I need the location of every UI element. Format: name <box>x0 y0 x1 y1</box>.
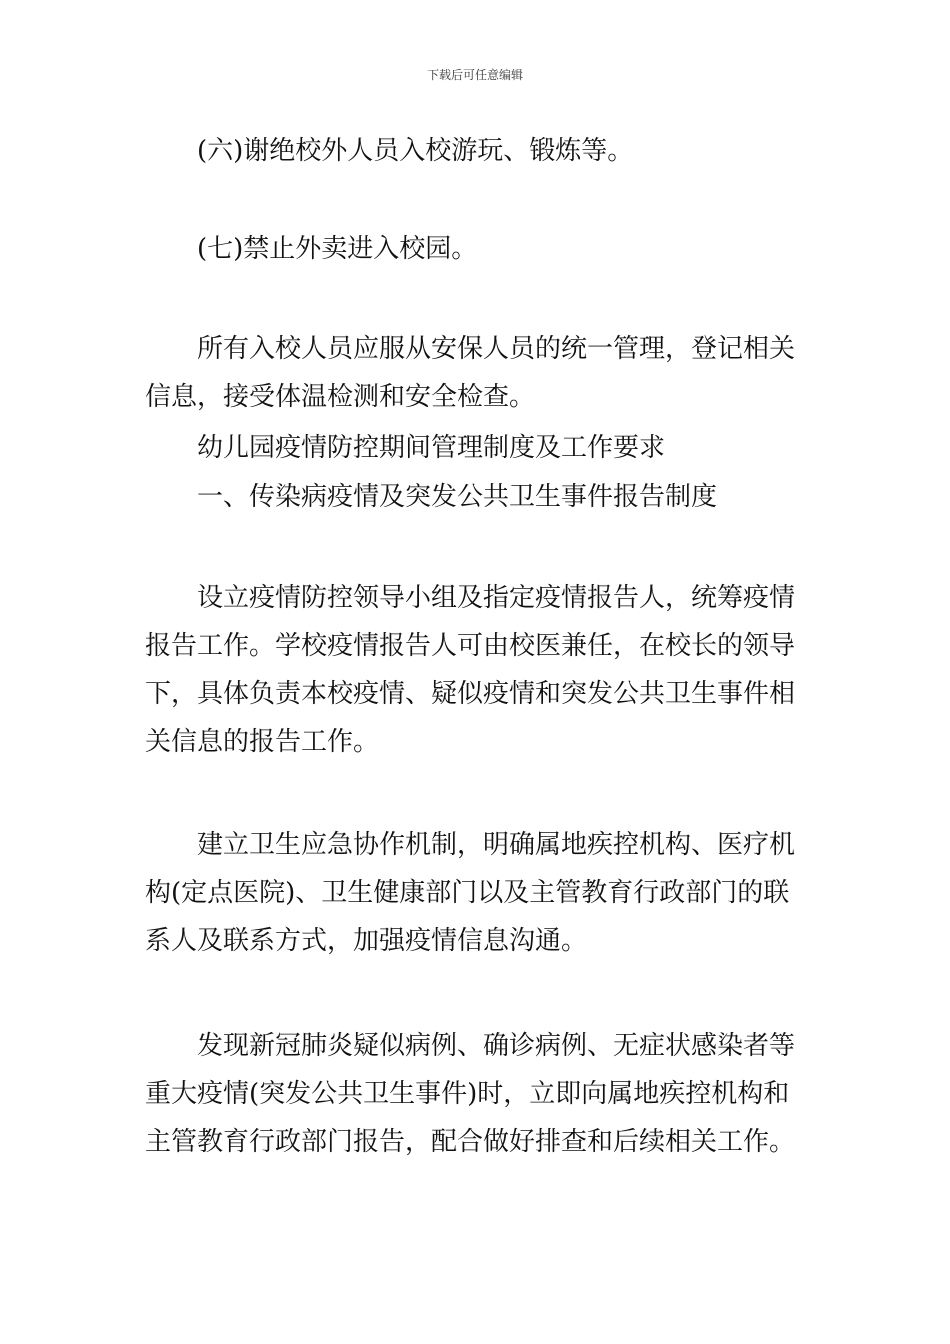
page-header-note: 下载后可任意编辑 <box>426 68 523 82</box>
section-heading-1 <box>145 473 810 521</box>
paragraph-item-6 <box>145 127 810 175</box>
paragraph-line: 构(定点医院)、卫生健康部门以及主管教育行政部门的联 <box>145 878 790 908</box>
paragraph-line: 所有入校人员应服从安保人员的统一管理，登记相关 <box>197 334 796 364</box>
paragraph-line: 发现新冠肺炎疑似病例、确诊病例、无症状感染者等 <box>197 1031 796 1061</box>
paragraph-line: 建立卫生应急协作机制，明确属地疾控机构、医疗机 <box>197 830 796 860</box>
paragraph-line: 报告工作。学校疫情报告人可由校医兼任，在校长的领导 <box>145 631 796 661</box>
paragraph-line: 系人及联系方式，加强疫情信息沟通。 <box>145 926 588 956</box>
paragraph-reporting-team <box>145 574 810 766</box>
paragraph-cooperation <box>145 821 810 965</box>
paragraph-line: (六)谢绝校外人员入校游玩、锻炼等。 <box>197 136 634 166</box>
section-title <box>145 424 810 472</box>
paragraph-line: 主管教育行政部门报告，配合做好排查和后续相关工作。 <box>145 1127 796 1157</box>
paragraph-line: 重大疫情(突发公共卫生事件)时，立即向属地疾控机构和 <box>145 1079 790 1109</box>
paragraph-case-reporting <box>145 1022 810 1166</box>
paragraph-line: 关信息的报告工作。 <box>145 727 380 757</box>
paragraph-line: 一、传染病疫情及突发公共卫生事件报告制度 <box>197 482 718 512</box>
paragraph-line: 设立疫情防控领导小组及指定疫情报告人，统筹疫情 <box>197 583 796 613</box>
paragraph-line: 信息，接受体温检测和安全检查。 <box>145 382 536 412</box>
paragraph-entry-rules <box>145 325 810 421</box>
paragraph-item-7 <box>145 225 810 273</box>
paragraph-line: 幼儿园疫情防控期间管理制度及工作要求 <box>197 433 666 463</box>
paragraph-line: 下，具体负责本校疫情、疑似疫情和突发公共卫生事件相 <box>145 679 796 709</box>
paragraph-line: (七)禁止外卖进入校园。 <box>197 234 478 264</box>
